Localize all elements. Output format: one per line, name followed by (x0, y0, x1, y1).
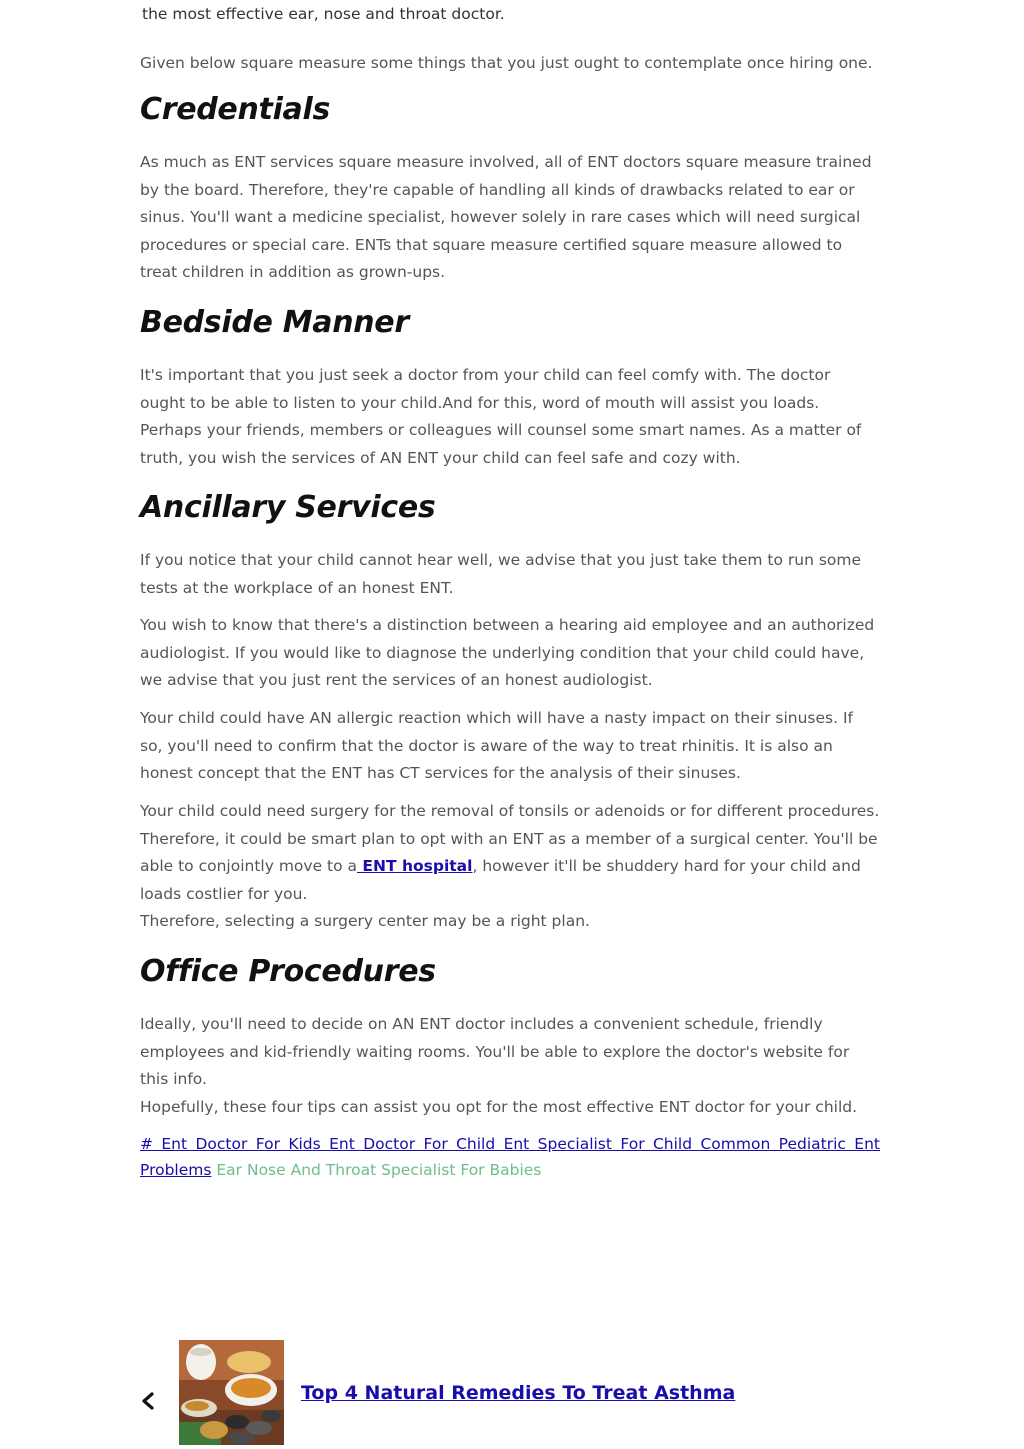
ancillary-paragraph-3: Your child could have AN allergic reaction which will have a nasty impact on their sinuses. If so, you'll need to confirm that the doctor is aware of the way to treat rhinitis. It is also an honest concept that the ENT has CT services for the analysis of their sinuses. (140, 709, 853, 782)
intro-fragment: the most effective ear, nose and throat doctor. (142, 5, 505, 23)
heading-office-procedures: Office Procedures (140, 954, 436, 989)
office-paragraph-1: Ideally, you'll need to decide on AN ENT doctor includes a convenient schedule, friendly employees and kid-friendly waiting rooms. You'll be able to explore the doctor's website for this info. (140, 1015, 850, 1088)
surgery-text-before: Your child could need surgery for the removal of tonsils or adenoids or for different procedures. Therefore, it could be smart plan to opt with an ENT as a member of a surgical center. You'll be able to conjointly move to a (140, 802, 880, 875)
surgery-text-after: , however it'll be shuddery hard for your child and loads costlier for you. (140, 857, 861, 903)
tag-plain: Ear Nose And Throat Specialist For Babies (216, 1161, 542, 1179)
heading-bedside-manner: Bedside Manner (140, 305, 409, 340)
ent-hospital-link[interactable]: ENT hospital (357, 857, 473, 875)
ancillary-paragraph-2: You wish to know that there's a distinction between a hearing aid employee and an authorized audiologist. If you would like to diagnose the underlying condition that your child could have, we advise that you just rent the services of an honest audiologist. (140, 616, 875, 689)
tag-list (140, 1131, 880, 1183)
ancillary-paragraph-4 (140, 798, 880, 936)
chevron-left-icon[interactable] (140, 1390, 156, 1412)
heading-ancillary-services: Ancillary Services (140, 490, 436, 525)
tag-links[interactable]: # Ent Doctor For Kids Ent Doctor For Child Ent Specialist For Child Common Pediatric Ent Problems (140, 1135, 880, 1179)
surgery-last-line: Therefore, selecting a surgery center may be a right plan. (140, 912, 590, 930)
office-paragraph-2: Hopefully, these four tips can assist you opt for the most effective ENT doctor for your child. (140, 1097, 858, 1116)
remedies-thumbnail-image[interactable] (179, 1340, 284, 1445)
previous-post-nav (140, 1340, 740, 1446)
previous-post-link[interactable]: Top 4 Natural Remedies To Treat Asthma (301, 1382, 736, 1404)
ancillary-paragraph-1: If you notice that your child cannot hear well, we advise that you just take them to run some tests at the workplace of an honest ENT. (140, 551, 862, 597)
office-paragraph (140, 1011, 880, 1121)
heading-credentials: Credentials (140, 92, 331, 127)
bedside-paragraph: It's important that you just seek a doctor from your child can feel comfy with. The doctor ought to be able to listen to your child.And for this, word of mouth will assist you loads. Perhaps your friends, members or colleagues will counsel some smart names. As a matter of truth, you wish the services of AN ENT your child can feel safe and cozy with. (140, 366, 862, 467)
intro-lead: Given below square measure some things that you just ought to contemplate once hiring one. (140, 54, 873, 72)
credentials-paragraph: As much as ENT services square measure involved, all of ENT doctors square measure trained by the board. Therefore, they're capable of handling all kinds of drawbacks related to ear or sinus. You'll want a medicine specialist, however solely in rare cases which will need surgical procedures or special care. ENTs that square measure certified square measure allowed to treat children in addition as grown-ups. (140, 153, 872, 281)
